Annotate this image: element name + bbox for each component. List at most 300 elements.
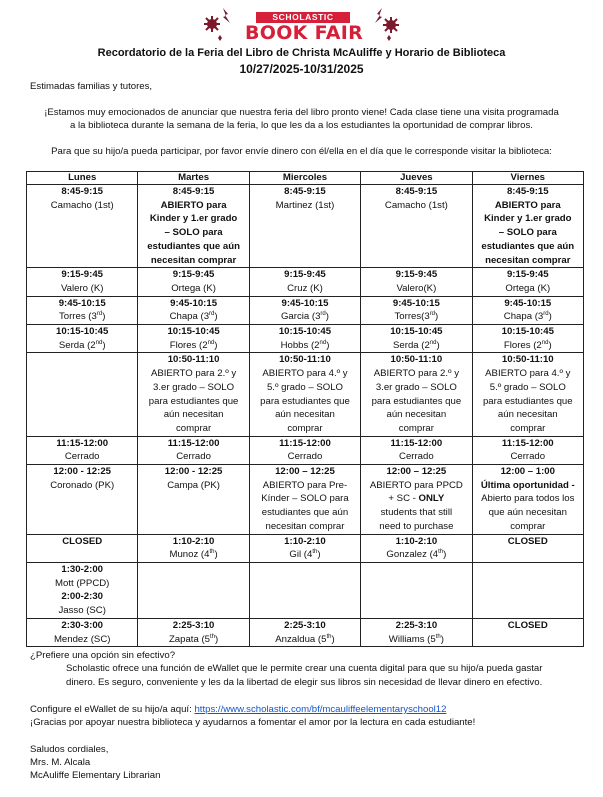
cell-text: Abierto para todos los: [481, 493, 575, 505]
cell-text-bold: ABIERTO para: [494, 199, 561, 211]
ewallet-line: [30, 703, 446, 716]
schedule-cell: [249, 185, 360, 268]
cell-text: 5.º grado – SOLO: [489, 381, 566, 393]
schedule-cell: [361, 562, 472, 618]
cell-text: ): [326, 339, 330, 351]
cell-text: ): [214, 311, 218, 323]
cell-text: Mendez (SC): [53, 633, 111, 645]
cell-text-bold: 9:15-9:45: [395, 269, 438, 281]
cell-line: [252, 450, 358, 464]
cell-text-bold: 1:10-2:10: [172, 535, 215, 547]
cell-line: [363, 619, 469, 633]
schedule-cell: [27, 562, 138, 618]
cell-text: ): [440, 633, 444, 645]
schedule-cell: [361, 353, 472, 436]
schedule-cell: [361, 185, 472, 268]
cell-line: [140, 226, 246, 240]
cell-text-bold: ABIERTO para: [160, 199, 227, 211]
cell-text: Cruz (K): [287, 282, 323, 294]
cell-line: [252, 339, 358, 353]
cell-line: [29, 465, 135, 479]
cell-text: necesitan comprar: [265, 520, 345, 532]
cell-line: [252, 506, 358, 520]
cell-line: [252, 520, 358, 534]
cell-line: [252, 422, 358, 436]
cell-text-bold: necesitan comprar: [150, 254, 237, 266]
cell-text: Cerrado: [176, 451, 211, 463]
column-header-lunes: Lunes: [27, 172, 138, 185]
cell-line: [252, 297, 358, 311]
cell-line: [363, 268, 469, 282]
cell-text-bold: 8:45-9:15: [395, 186, 438, 197]
cell-text-bold: 2:25-3:10: [284, 619, 326, 631]
cell-line: [140, 619, 246, 633]
cell-line: [140, 437, 246, 451]
cell-text: ABIERTO para PPCD: [369, 479, 463, 491]
schedule-row: [27, 465, 584, 535]
cell-line: [140, 381, 246, 395]
cell-text-bold: 9:45-10:15: [281, 297, 329, 309]
cell-line: [363, 492, 469, 506]
cell-line: [140, 479, 246, 493]
cell-line: [475, 506, 581, 520]
cell-line: [363, 422, 469, 436]
schedule-row: [27, 562, 584, 618]
cell-text: aún necesitan: [163, 409, 224, 421]
ordinal-suffix: th: [312, 549, 318, 556]
cell-line: [29, 325, 135, 339]
signature-closing: Saludos cordiales,: [30, 744, 109, 755]
schedule-cell: [27, 325, 138, 353]
cell-text: ABIERTO para 4.º y: [262, 368, 348, 380]
cell-line: [252, 325, 358, 339]
cell-text-bold: 2:30-3:00: [61, 619, 103, 631]
schedule-cell: [249, 436, 360, 464]
cell-line: [475, 367, 581, 381]
thanks: ¡Gracias por apoyar nuestra biblioteca y ayudarnos a fomentar el amor por la lectura en cada estudiante!: [30, 717, 476, 728]
cell-line: [140, 185, 246, 199]
column-header-viernes: Viernes: [472, 172, 583, 185]
cell-line: [252, 492, 358, 506]
cell-text: para estudiantes que: [260, 395, 350, 407]
cell-text: ): [102, 311, 106, 323]
cell-text-bold: 10:50-11:10: [501, 354, 554, 366]
cell-line: [475, 450, 581, 464]
cell-line: [475, 226, 581, 240]
schedule-cell: [361, 618, 472, 646]
cell-line: [252, 395, 358, 409]
schedule-cell: [27, 268, 138, 296]
schedule-cell: [361, 268, 472, 296]
cell-text-bold: Kinder y 1.er grado: [149, 213, 238, 225]
ordinal-suffix: nd: [429, 339, 437, 346]
cell-text: Cerrado: [64, 451, 100, 463]
cell-text-bold: 12:00 – 12:25: [275, 466, 335, 478]
cell-text-bold: 1:30-2:00: [61, 563, 103, 575]
cell-text: Coronado (PK): [50, 479, 115, 491]
cell-text: ): [214, 339, 218, 351]
cell-line: [29, 268, 135, 282]
schedule-row: [27, 353, 584, 436]
cell-line: [252, 633, 358, 647]
cell-text-bold: 10:50-11:10: [390, 354, 443, 366]
cell-line: [475, 353, 581, 367]
cell-line: [475, 212, 581, 226]
cell-line: [252, 535, 358, 549]
cell-text: Cerrado: [399, 451, 434, 463]
ewallet-label: Configure el eWallet de su hijo/a aquí:: [30, 704, 195, 715]
cell-text-bold: 11:15-12:00: [279, 437, 331, 449]
cashless-question: ¿Prefiere una opción sin efectivo?: [30, 650, 176, 661]
ordinal-suffix: nd: [207, 339, 215, 346]
cell-text: 3.er grado – SOLO: [153, 381, 235, 393]
schedule-cell: [249, 268, 360, 296]
schedule-cell: [472, 436, 583, 464]
cell-line: [252, 310, 358, 324]
cell-line: [475, 437, 581, 451]
ordinal-suffix: nd: [541, 339, 549, 346]
cell-text: aún necesitan: [275, 409, 335, 421]
cell-line: [363, 520, 469, 534]
cell-line: [363, 339, 469, 353]
cell-line: [140, 353, 246, 367]
schedule-cell: [27, 465, 138, 535]
cell-line: [475, 310, 581, 324]
schedule-cell: [472, 268, 583, 296]
cell-line: [363, 310, 469, 324]
schedule-cell: [361, 325, 472, 353]
cell-text-bold: 9:45-10:15: [392, 297, 440, 309]
cell-text: students that still: [380, 507, 453, 519]
cell-line: [29, 310, 135, 324]
schedule-cell: [138, 296, 249, 324]
cell-line: [140, 422, 246, 436]
cell-line: [252, 465, 358, 479]
cell-text: ): [443, 549, 447, 561]
page-title: Recordatorio de la Feria del Libro de Christa McAuliffe y Horario de Biblioteca: [97, 47, 506, 59]
cell-line: [363, 395, 469, 409]
cell-line: [140, 548, 246, 562]
ordinal-suffix: th: [435, 633, 441, 640]
cell-text: ABIERTO para 2.º y: [150, 368, 237, 380]
cell-text-bold: necesitan comprar: [485, 254, 571, 266]
cell-line: [363, 548, 469, 562]
scholastic-book-fair-logo: [200, 4, 405, 44]
cell-text: Campa (PK): [167, 479, 220, 491]
cell-text-bold: 11:15-12:00: [167, 437, 220, 449]
cell-line: [140, 465, 246, 479]
instructions: Para que su hijo/a pueda participar, por favor envíe dinero con él/ella en el día que le corresponde visitar la biblioteca:: [51, 146, 552, 157]
fair-dates: 10/27/2025-10/31/2025: [239, 62, 364, 76]
cell-line: [29, 604, 135, 618]
schedule-cell: [138, 465, 249, 535]
cell-line: [140, 535, 246, 549]
cell-text: que aún necesitan: [488, 507, 567, 519]
schedule-cell: [361, 436, 472, 464]
cell-text: ABIERTO para 4.º y: [485, 368, 571, 380]
cell-text: para estudiantes que: [371, 395, 462, 407]
signature-role: McAuliffe Elementary Librarian: [30, 770, 161, 781]
cell-text-bold: 9:15-9:45: [284, 269, 326, 281]
schedule-cell: [27, 296, 138, 324]
cell-text: comprar: [510, 422, 546, 434]
cell-line: [29, 619, 135, 633]
cell-line: [29, 282, 135, 296]
cell-text-bold: 10:15-10:45: [167, 326, 220, 338]
cell-line: [140, 240, 246, 254]
cell-text: Williams (5: [388, 633, 436, 645]
cell-line: [140, 282, 246, 296]
cell-text: Anzaldua (5: [275, 633, 327, 645]
cell-line: [29, 577, 135, 591]
ordinal-suffix: th: [438, 549, 444, 556]
ordinal-suffix: rd: [543, 311, 549, 318]
cell-text-bold: 10:15-10:45: [390, 326, 443, 338]
cell-text-bold: estudiantes que aún: [481, 240, 575, 252]
cell-line: [475, 240, 581, 254]
intro-line-1: ¡Estamos muy emocionados de anunciar que nuestra feria del libro pronto viene! Cada clase tiene una visita programada: [44, 107, 559, 118]
cell-text-bold: 11:15-12:00: [56, 437, 109, 449]
schedule-cell: [138, 353, 249, 436]
cell-line: [475, 535, 581, 549]
cell-text-bold: 10:15-10:45: [56, 326, 109, 338]
cell-line: [475, 422, 581, 436]
schedule-cell: [138, 185, 249, 268]
cell-line: [140, 310, 246, 324]
cell-text-bold: 10:15-10:45: [278, 326, 332, 338]
cell-text-bold: 2:25-3:10: [172, 619, 215, 631]
cell-line: [140, 367, 246, 381]
cell-line: [29, 437, 135, 451]
ordinal-suffix: rd: [320, 311, 326, 318]
cell-text: ): [435, 311, 439, 323]
cell-line: [475, 619, 581, 633]
cell-line: [363, 408, 469, 422]
cell-line: [475, 465, 581, 479]
cell-line: [363, 506, 469, 520]
cell-line: [363, 437, 469, 451]
cell-line: [475, 268, 581, 282]
cell-text-bold: 1:10-2:10: [395, 535, 438, 547]
cell-line: [140, 633, 246, 647]
cell-text-bold: Kinder y 1.er grado: [484, 213, 572, 225]
cell-text-bold: 10:50-11:10: [167, 354, 220, 366]
cell-text: Valero(K): [396, 282, 437, 294]
cell-text: ): [102, 339, 106, 351]
cell-text-bold: 10:50-11:10: [279, 354, 331, 366]
cell-line: [29, 297, 135, 311]
cell-line: [363, 633, 469, 647]
schedule-row: [27, 268, 584, 296]
signature-name: Mrs. M. Alcala: [30, 757, 91, 768]
cell-text: ): [317, 549, 321, 561]
cell-line: [252, 548, 358, 562]
cell-text: Zapata (5: [168, 633, 211, 645]
cell-text-bold: 9:45-10:15: [170, 297, 218, 309]
cell-line: [475, 282, 581, 296]
cell-text-bold: 9:45-10:15: [58, 297, 106, 309]
ewallet-link[interactable]: https://www.scholastic.com/bf/mcauliffeelementaryschool12: [194, 704, 447, 715]
schedule-cell: [27, 436, 138, 464]
cell-line: [252, 479, 358, 493]
cell-line: [252, 367, 358, 381]
cell-line: [363, 367, 469, 381]
cell-text-bold: 11:15-12:00: [501, 437, 554, 449]
column-header-jueves: Jueves: [361, 172, 472, 185]
cell-line: [475, 520, 581, 534]
cell-line: [363, 185, 469, 199]
cell-text-bold: ONLY: [418, 493, 445, 505]
schedule-row: [27, 618, 584, 646]
schedule-cell: [472, 185, 583, 268]
cell-text: ABIERTO para 2.º y: [373, 368, 459, 380]
schedule-cell: [361, 296, 472, 324]
schedule-cell: [472, 562, 583, 618]
cell-text-bold: 9:15-9:45: [61, 269, 103, 281]
schedule-cell: [249, 296, 360, 324]
cell-line: [252, 199, 358, 213]
cell-line: [475, 185, 581, 199]
cell-text: ): [325, 311, 329, 323]
cell-line: [363, 450, 469, 464]
ordinal-suffix: nd: [95, 339, 103, 346]
cell-text: Torres(3: [394, 311, 430, 323]
cell-text: Flores (2: [503, 339, 542, 351]
schedule-cell: [472, 353, 583, 436]
cell-line: [29, 185, 135, 199]
cell-line: [140, 450, 246, 464]
library-schedule-table: [26, 171, 584, 647]
cell-text: Martinez (1st): [275, 199, 335, 211]
ordinal-suffix: th: [326, 633, 332, 640]
cell-line: [29, 563, 135, 577]
cell-text: ABIERTO para Pre-: [262, 479, 348, 491]
cell-text: need to purchase: [379, 520, 454, 532]
schedule-cell: [138, 618, 249, 646]
cell-text-bold: estudiantes que aún: [147, 240, 240, 252]
cell-text: aún necesitan: [497, 409, 558, 421]
cell-text: Torres (3: [58, 311, 97, 323]
column-header-martes: Martes: [138, 172, 249, 185]
cell-text-bold: – SOLO para: [498, 227, 557, 239]
cell-line: [140, 199, 246, 213]
cell-text: Munoz (4: [169, 549, 210, 561]
intro-line-2: a la biblioteca durante la semana de la feria, lo que les da a los estudiantes la oportunidad de comprar libros.: [70, 120, 533, 131]
cell-text-bold: 8:45-9:15: [172, 186, 215, 197]
greeting: Estimadas familias y tutores,: [30, 81, 153, 92]
cashless-line-2: dinero. Es seguro, conveniente y les da la libertad de elegir sus libros sin necesidad de llevar dinero en efectivo.: [66, 677, 543, 688]
cell-text: Mott (PPCD): [55, 577, 110, 589]
cell-text: Camacho (1st): [384, 199, 448, 211]
cell-text: ): [548, 339, 552, 351]
schedule-cell: [249, 325, 360, 353]
cell-text: Ortega (K): [171, 282, 216, 294]
cell-line: [140, 254, 246, 268]
cell-line: [29, 339, 135, 353]
cell-line: [29, 450, 135, 464]
cell-line: [475, 479, 581, 493]
cell-text-bold: 9:15-9:45: [172, 269, 215, 281]
schedule-cell: [249, 465, 360, 535]
schedule-row: [27, 185, 584, 268]
cell-text-bold: CLOSED: [507, 619, 548, 631]
cell-text: Hobbs (2: [280, 339, 320, 351]
schedule-cell: [472, 296, 583, 324]
cell-text: Chapa (3: [503, 311, 544, 323]
cell-text: + SC -: [388, 493, 419, 505]
book-fair-wordmark: BOOK FAIR: [244, 22, 364, 44]
cell-text-bold: 12:00 - 12:25: [164, 466, 223, 478]
cell-text: aún necesitan: [386, 409, 447, 421]
schedule-cell: [472, 534, 583, 562]
cell-text: ): [331, 633, 335, 645]
scholastic-banner: SCHOLASTIC: [256, 12, 350, 23]
cell-text-bold: 9:15-9:45: [506, 269, 549, 281]
cell-text-bold: 12:00 – 1:00: [500, 466, 555, 478]
schedule-cell: [361, 534, 472, 562]
cell-text-bold: 12:00 – 12:25: [386, 466, 447, 478]
schedule-cell: [138, 268, 249, 296]
cell-line: [29, 535, 135, 549]
cell-text: estudiantes que aún: [261, 507, 349, 519]
cell-line: [363, 465, 469, 479]
cell-line: [363, 535, 469, 549]
ordinal-suffix: rd: [209, 311, 215, 318]
schedule-cell: [138, 325, 249, 353]
cell-text: Gonzalez (4: [386, 549, 439, 561]
cell-text: comprar: [510, 520, 546, 532]
cell-text-bold: CLOSED: [62, 535, 103, 547]
cell-line: [475, 254, 581, 268]
cell-line: [29, 479, 135, 493]
cell-text: Serda (2: [393, 339, 430, 351]
cell-line: [29, 590, 135, 604]
schedule-row: [27, 325, 584, 353]
cell-text: Camacho (1st): [50, 199, 114, 211]
cell-text: 3.er grado – SOLO: [375, 381, 457, 393]
cell-line: [475, 339, 581, 353]
cell-line: [363, 199, 469, 213]
cell-text-bold: 11:15-12:00: [390, 437, 443, 449]
schedule-cell: [27, 534, 138, 562]
ordinal-suffix: nd: [319, 339, 327, 346]
cell-text: ): [214, 549, 218, 561]
cell-text: Garcia (3: [280, 311, 321, 323]
cell-text: comprar: [175, 422, 212, 434]
schedule-cell: [249, 618, 360, 646]
cell-text: Kínder – SOLO para: [261, 493, 349, 505]
schedule-row: [27, 296, 584, 324]
schedule-cell: [472, 465, 583, 535]
cell-line: [252, 381, 358, 395]
cell-text: Serda (2: [58, 339, 96, 351]
cell-line: [252, 353, 358, 367]
schedule-cell: [27, 353, 138, 436]
cell-line: [252, 185, 358, 199]
cell-line: [475, 395, 581, 409]
cell-line: [140, 408, 246, 422]
cell-line: [252, 268, 358, 282]
cell-line: [475, 381, 581, 395]
cell-text-bold: CLOSED: [507, 535, 548, 547]
cell-line: [363, 353, 469, 367]
schedule-row: [27, 436, 584, 464]
cell-line: [29, 199, 135, 213]
cell-text: Flores (2: [169, 339, 208, 351]
cell-line: [252, 408, 358, 422]
schedule-cell: [27, 185, 138, 268]
cell-text: Cerrado: [287, 451, 323, 463]
